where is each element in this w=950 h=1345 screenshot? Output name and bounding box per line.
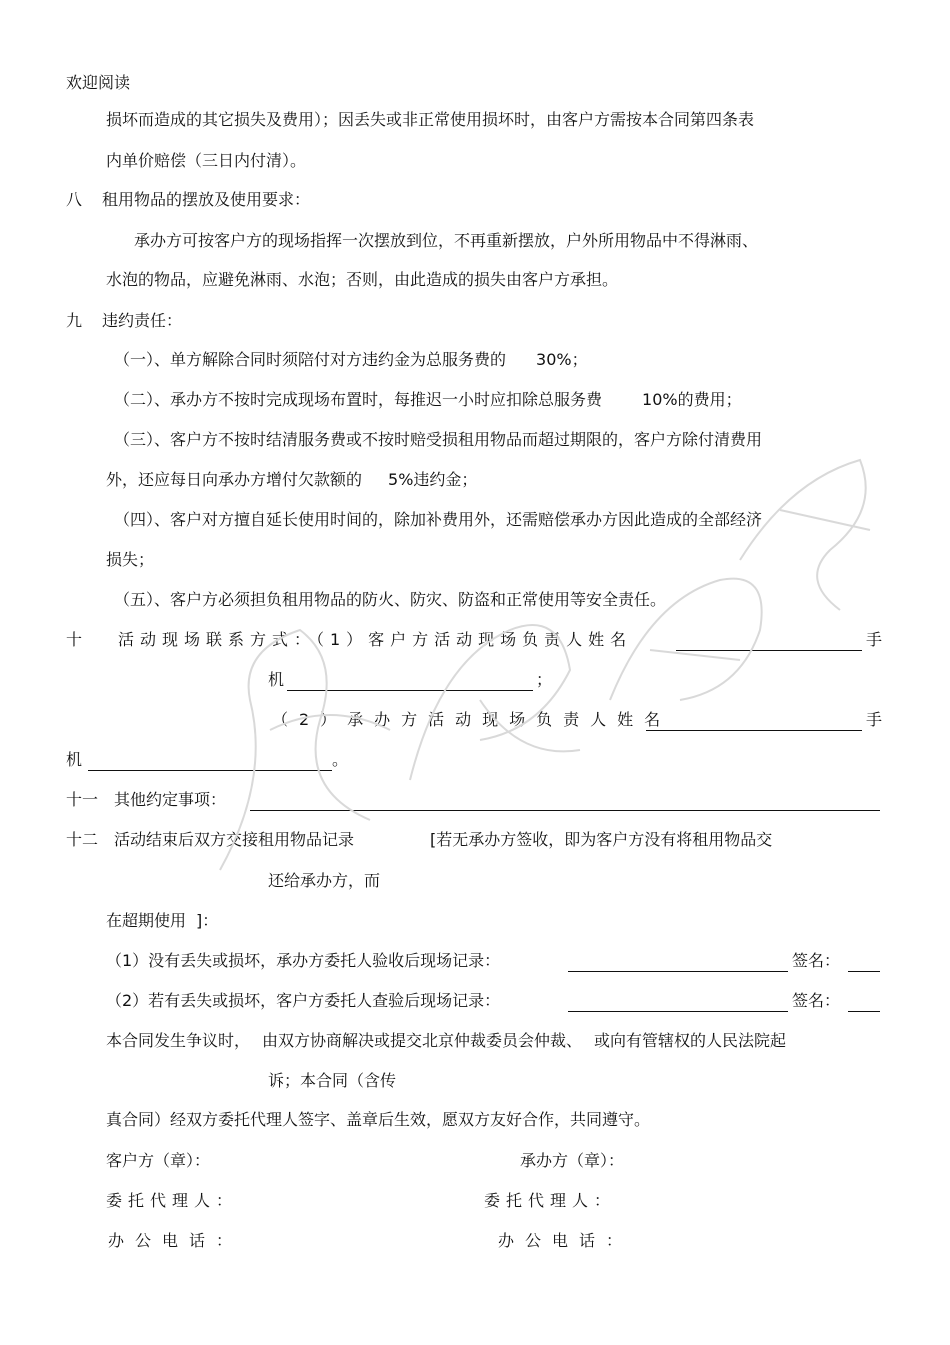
- page-header: 欢迎阅读: [66, 73, 131, 92]
- vendor-seal-label: 承办方（章）：: [520, 1151, 625, 1170]
- penalty-item-1-text: （一）、单方解除合同时须陪付对方违约金为总服务费的: [114, 350, 507, 369]
- dispute-part-2: 由双方协商解决或提交北京仲裁委员会仲裁、: [262, 1031, 583, 1050]
- section-10-phone-label-3: 手: [866, 710, 883, 729]
- vendor-phone-label: 办公电话：: [498, 1231, 634, 1250]
- penalty-item-3: （三）、客户方不按时结清服务费或不按时赔受损租用物品而超过期限的，客户方除付清费用: [114, 430, 763, 449]
- section-12-note: [若无承办方签收，即为客户方没有将租用物品交: [430, 830, 773, 849]
- paragraph-line: 水泡的物品，应避免淋雨、水泡；否则，由此造成的损失由客户方承担。: [106, 270, 619, 289]
- dispute-clause-cont: 诉；本合同（含传: [268, 1071, 397, 1090]
- section-8-number: 八: [66, 190, 83, 209]
- sentence-end: 。: [332, 750, 349, 769]
- record-2-field[interactable]: [568, 995, 788, 1012]
- section-10-number: 十: [66, 630, 83, 649]
- client-seal-label: 客户方（章）：: [106, 1151, 211, 1170]
- penalty-item-4: （四）、客户对方擅自延长使用时间的，除加补费用外，还需赔偿承办方因此造成的全部经济: [114, 510, 763, 529]
- penalty-item-2-text: （二）、承办方不按时完成现场布置时，每推迟一小时应扣除总服务费: [114, 390, 603, 409]
- paragraph-line: 承办方可按客户方的现场指挥一次摆放到位，不再重新摆放，户外所用物品中不得淋雨、: [134, 231, 759, 250]
- penalty-item-3-value: 5%违约金；: [388, 470, 478, 489]
- section-10-phone-label: 手: [866, 630, 883, 649]
- section-11-number: 十一: [66, 790, 99, 809]
- sign-label-2: 签名：: [792, 991, 841, 1010]
- sign-1-field[interactable]: [848, 955, 880, 972]
- paragraph-line: 损坏而造成的其它损失及费用）；因丢失或非正常使用损坏时，由客户方需按本合同第四条表: [106, 110, 755, 129]
- penalty-item-3-text: 外，还应每日向承办方增付欠款额的: [106, 470, 363, 489]
- section-11-title: 其他约定事项：: [114, 790, 227, 809]
- client-agent-label: 委托代理人：: [106, 1191, 239, 1210]
- paragraph-line: 内单价赔偿（三日内付清）。: [106, 151, 307, 170]
- penalty-item-1: [114, 350, 588, 370]
- section-12-note-cont: 还给承办方，而: [268, 871, 381, 890]
- section-9-title: 违约责任：: [102, 311, 183, 330]
- dispute-part-3: 或向有管辖权的人民法院起: [594, 1031, 787, 1050]
- record-row-1: （1）没有丢失或损坏，承办方委托人验收后现场记录：: [106, 951, 501, 970]
- dispute-clause: [106, 1031, 786, 1051]
- section-12-title: 活动结束后双方交接租用物品记录: [114, 830, 355, 849]
- section-10-text: 活动现场联系方式：（1）客户方活动现场负责人姓名: [118, 630, 633, 649]
- section-9-number: 九: [66, 311, 83, 330]
- section-10-phone-label-2: 机: [268, 670, 285, 689]
- record-1-field[interactable]: [568, 955, 788, 972]
- client-phone-label: 办公电话：: [108, 1231, 244, 1250]
- client-contact-phone-field[interactable]: [287, 674, 533, 691]
- section-8-title: 租用物品的摆放及使用要求：: [102, 190, 311, 209]
- vendor-agent-label: 委托代理人：: [484, 1191, 617, 1210]
- section-12-number: 十二: [66, 830, 99, 849]
- penalty-item-2-value: 10%的费用；: [642, 390, 742, 409]
- penalty-item-3-cont: [106, 470, 477, 490]
- separator-semicolon: ；: [536, 670, 553, 689]
- section-12-note-text: 在超期使用: [106, 911, 187, 930]
- sign-2-field[interactable]: [848, 995, 880, 1012]
- penalty-item-5: （五）、客户方必须担负租用物品的防火、防灾、防盗和正常使用等安全责任。: [114, 590, 667, 609]
- record-row-2: （2）若有丢失或损坏，客户方委托人查验后现场记录：: [106, 991, 501, 1010]
- sign-label: 签名：: [792, 951, 841, 970]
- vendor-contact-name-field[interactable]: [646, 714, 862, 731]
- penalty-item-2: [114, 390, 742, 410]
- section-10-phone-label-4: 机: [66, 750, 83, 769]
- section-12-note-bracket: ]：: [196, 911, 219, 930]
- other-terms-field[interactable]: [250, 794, 880, 811]
- vendor-contact-phone-field[interactable]: [88, 754, 332, 771]
- client-contact-name-field[interactable]: [676, 634, 862, 651]
- penalty-item-1-value: 30%；: [536, 350, 588, 369]
- dispute-part-1: 本合同发生争议时，: [106, 1031, 251, 1050]
- dispute-clause-end: 真合同）经双方委托代理人签字、盖章后生效，愿双方友好合作，共同遵守。: [106, 1110, 651, 1129]
- penalty-item-4-cont: 损失；: [106, 550, 155, 569]
- section-10-text-2: （2）承办方活动现场负责人姓名: [272, 710, 672, 729]
- section-12-note-end: [106, 911, 218, 931]
